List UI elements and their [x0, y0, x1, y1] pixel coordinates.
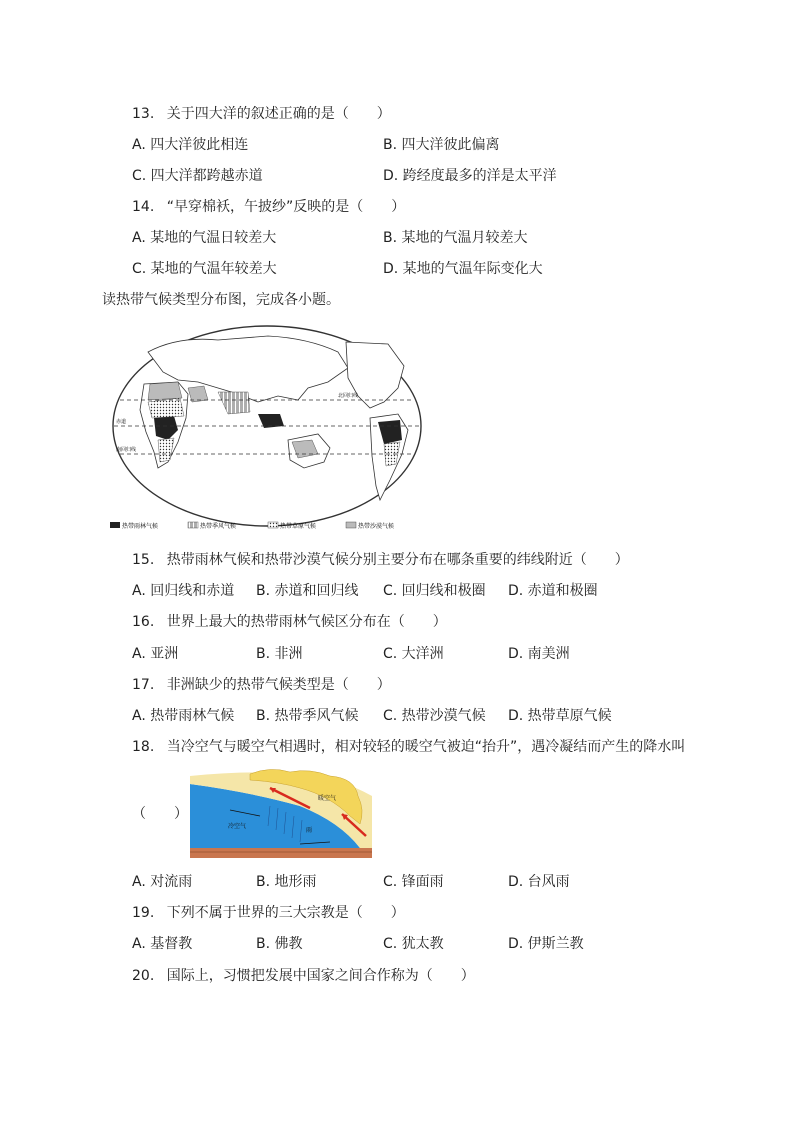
- option-c: C. 犹太教: [383, 936, 444, 952]
- question-17: [132, 675, 391, 695]
- lat-label-south-tropic: 南回归线: [116, 447, 137, 453]
- question-number: 19.: [132, 905, 155, 921]
- option-d: D. 台风雨: [508, 874, 570, 890]
- question-number: 20.: [132, 968, 155, 984]
- legend-savanna: 热带草原气候: [280, 523, 317, 530]
- legend-desert: 热带沙漠气候: [358, 523, 395, 530]
- option-a: A. 回归线和赤道: [132, 583, 235, 599]
- warm-air-label: 暖空气: [318, 795, 337, 802]
- option-d: D. 某地的气温年际变化大: [383, 261, 543, 277]
- option-c: C. 回归线和极圈: [383, 583, 486, 599]
- frontal-rain-diagram: [190, 766, 372, 858]
- option-a: A. 某地的气温日较差大: [132, 230, 277, 246]
- rain-label: 雨: [306, 827, 313, 834]
- question-stem: 国际上，习惯把发展中国家之间合作称为（ ）: [166, 968, 475, 984]
- lat-label-equator: 赤道: [116, 419, 127, 425]
- question-13: [132, 104, 391, 124]
- option-b: B. 非洲: [256, 646, 303, 662]
- question-number: 15.: [132, 552, 155, 568]
- cold-air-label: 冷空气: [228, 823, 247, 830]
- question-stem: 当冷空气与暖空气相遇时，相对较轻的暖空气被迫“抬升”，遇冷凝结而产生的降水叫: [166, 739, 686, 755]
- question-stem: 下列不属于世界的三大宗教是（ ）: [166, 905, 405, 921]
- option-c: C. 锋面雨: [383, 874, 444, 890]
- option-a: A. 四大洋彼此相连: [132, 137, 249, 153]
- option-b: B. 某地的气温月较差大: [383, 230, 528, 246]
- question-number: 18.: [132, 739, 155, 755]
- question-stem: “早穿棉袄，午披纱”反映的是（ ）: [166, 199, 406, 215]
- legend-rainforest: 热带雨林气候: [122, 523, 159, 530]
- question-14: [132, 197, 405, 217]
- option-a: A. 对流雨: [132, 874, 193, 890]
- option-a: A. 亚洲: [132, 646, 179, 662]
- question-18-blank: （ ）: [132, 806, 188, 822]
- question-stem: 热带雨林气候和热带沙漠气候分别主要分布在哪条重要的纬线附近（ ）: [166, 552, 629, 568]
- question-18: [132, 737, 685, 757]
- question-number: 14.: [132, 199, 155, 215]
- option-d: D. 南美洲: [508, 646, 570, 662]
- question-19: [132, 903, 405, 923]
- question-16: [132, 612, 447, 632]
- tropical-climate-map: [108, 322, 426, 534]
- reading-intro: 读热带气候类型分布图，完成各小题。: [102, 292, 340, 308]
- lat-label-north-tropic: 北回归线: [338, 393, 359, 399]
- option-c: C. 热带沙漠气候: [383, 708, 486, 724]
- question-stem: 关于四大洋的叙述正确的是（ ）: [166, 106, 391, 122]
- question-number: 17.: [132, 677, 155, 693]
- option-d: D. 热带草原气候: [508, 708, 612, 724]
- option-d: D. 跨经度最多的洋是太平洋: [383, 168, 557, 184]
- option-c: C. 大洋洲: [383, 646, 444, 662]
- option-d: D. 伊斯兰教: [508, 936, 584, 952]
- option-a: A. 基督教: [132, 936, 193, 952]
- question-20: [132, 966, 475, 986]
- option-d: D. 赤道和极圈: [508, 583, 598, 599]
- option-b: B. 地形雨: [256, 874, 317, 890]
- question-15: [132, 550, 629, 570]
- option-c: C. 四大洋都跨越赤道: [132, 168, 263, 184]
- option-a: A. 热带雨林气候: [132, 708, 235, 724]
- option-c: C. 某地的气温年较差大: [132, 261, 277, 277]
- option-b: B. 热带季风气候: [256, 708, 359, 724]
- option-b: B. 四大洋彼此偏离: [383, 137, 500, 153]
- question-stem: 世界上最大的热带雨林气候区分布在（ ）: [166, 614, 447, 630]
- legend-monsoon: 热带季风气候: [200, 523, 237, 530]
- question-stem: 非洲缺少的热带气候类型是（ ）: [166, 677, 391, 693]
- option-b: B. 佛教: [256, 936, 303, 952]
- option-b: B. 赤道和回归线: [256, 583, 359, 599]
- question-number: 16.: [132, 614, 155, 630]
- question-number: 13.: [132, 106, 155, 122]
